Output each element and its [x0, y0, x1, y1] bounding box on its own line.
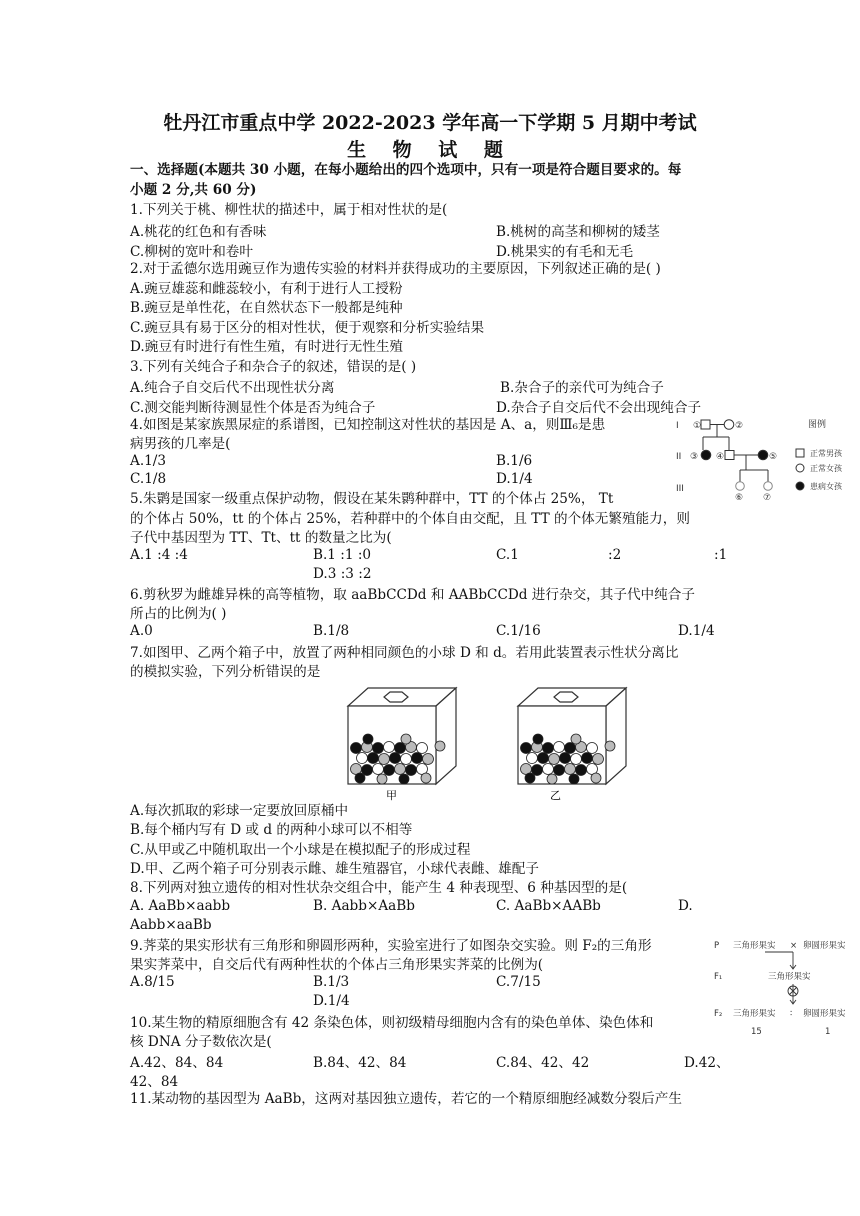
cross-diagram — [708, 932, 858, 1042]
q7-option-c: C.从甲或乙中随机取出一个小球是在模拟配子的形成过程 — [130, 842, 471, 858]
q4-option-d: D.1/4 — [496, 471, 533, 487]
pedigree-n7: ⑦ — [763, 493, 772, 502]
q3-option-d: D.杂合子自交后代不会出现纯合子 — [496, 400, 702, 416]
q4-option-c: C.1/8 — [130, 471, 167, 487]
legend-female-icon — [796, 464, 804, 472]
q3-option-b: B.杂合子的亲代可为纯合子 — [500, 380, 664, 396]
section-heading-1: 一、选择题(本题共 30 小题，在每小题给出的四个选项中，只有一项是符合题目要求的。每 — [130, 162, 682, 178]
q4-option-a: A.1/3 — [130, 453, 167, 469]
cross-f2-right: 卵圆形果实 — [803, 1009, 846, 1019]
q6-stem-2: 所占的比例为( ) — [130, 606, 227, 622]
pedigree-i2-female — [724, 420, 734, 430]
exam-subtitle: 生 物 试 题 — [347, 139, 513, 161]
q9-option-c: C.7/15 — [496, 974, 541, 990]
pedigree-ii3-affected — [701, 450, 711, 460]
pedigree-i1-male — [701, 420, 710, 429]
q7-stem-1: 7.如图甲、乙两个箱子中，放置了两种相同颜色的小球 D 和 d。若用此装置表示性状分离比 — [130, 645, 679, 661]
q5-option-d: D.3 :3 :2 — [313, 566, 372, 582]
q5-option-c-part2: :2 — [608, 547, 622, 563]
q7-option-b: B.每个桶内写有 D 或 d 的两种小球可以不相等 — [130, 822, 413, 838]
q6-option-c: C.1/16 — [496, 623, 541, 639]
legend-affected-label: 患病女孩 — [810, 482, 842, 491]
q2-option-a: A.豌豆雄蕊和雌蕊较小，有利于进行人工授粉 — [130, 281, 403, 297]
q5-stem-3: 子代中基因型为 TT、Tt、tt 的数量之比为( — [130, 530, 392, 546]
q4-stem-2: 病男孩的几率是( — [130, 436, 231, 452]
pedigree-n5: ⑤ — [769, 452, 778, 462]
q7-option-a: A.每次抓取的彩球一定要放回原桶中 — [130, 803, 349, 819]
q9-stem-1: 9.荠菜的果实形状有三角形和卵圆形两种，实验室进行了如图杂交实验。则 F₂的三角形 — [130, 938, 652, 954]
q1-stem: 1.下列关于桃、柳性状的描述中，属于相对性状的是( — [130, 202, 448, 218]
cross-ratio-sep: ∶ — [790, 1009, 793, 1019]
legend-male-label: 正常男孩 — [810, 449, 842, 458]
pedigree-n2: ② — [735, 421, 744, 431]
q3-option-c: C.测交能判断待测显性个体是否为纯合子 — [130, 400, 376, 416]
legend-title: 图例 — [808, 420, 827, 430]
q8-option-c: C. AaBb×AABb — [496, 898, 601, 914]
q3-stem: 3.下列有关纯合子和杂合子的叙述，错误的是( ) — [130, 359, 417, 375]
legend-male-icon — [796, 449, 804, 457]
ball-boxes-figure — [340, 684, 650, 804]
cross-f2-left: 三角形果实 — [733, 1009, 776, 1019]
q10-stem-1: 10.某生物的精原细胞含有 42 条染色体，则初级精母细胞内含有的染色单体、染色体和 — [130, 1015, 654, 1031]
q6-stem-1: 6.剪秋罗为雌雄异株的高等植物，取 aaBbCCDd 和 AABbCCDd 进行杂交，其子代中纯合子 — [130, 587, 695, 603]
q8-option-b: B. Aabb×AaBb — [313, 898, 415, 914]
q9-option-a: A.8/15 — [130, 974, 175, 990]
q4-option-b: B.1/6 — [496, 453, 533, 469]
cross-f1-text: 三角形果实 — [768, 972, 811, 982]
q10-option-a: A.42、84、84 — [130, 1055, 224, 1071]
q8-option-d-part1: D. — [678, 898, 693, 914]
q6-option-a: A.0 — [130, 623, 153, 639]
q10-option-c: C.84、42、42 — [496, 1055, 590, 1071]
q1-option-d: D.桃果实的有毛和无毛 — [496, 244, 634, 260]
q6-option-b: B.1/8 — [313, 623, 350, 639]
cross-p-left: 三角形果实 — [733, 941, 776, 951]
pedigree-iii6 — [736, 482, 745, 491]
q10-option-b: B.84、42、84 — [313, 1055, 407, 1071]
q5-stem-2: 的个体占 50%，tt 的个体占 25%，若种群中的个体自由交配，且 TT 的个体无繁殖能力，则 — [130, 511, 690, 527]
pedigree-n1: ① — [693, 421, 702, 431]
q5-option-a: A.1 :4 :4 — [130, 547, 188, 563]
q2-stem: 2.对于孟德尔选用豌豆作为遗传实验的材料并获得成功的主要原因，下列叙述正确的是( ) — [130, 261, 661, 277]
pedigree-gen-2: II — [676, 452, 682, 462]
q2-option-c: C.豌豆具有易于区分的相对性状，便于观察和分析实验结果 — [130, 320, 485, 336]
cross-times: × — [790, 941, 798, 951]
q8-stem: 8.下列两对独立遗传的相对性状杂交组合中，能产生 4 种表现型、6 种基因型的是( — [130, 880, 628, 896]
q1-option-c: C.柳树的宽叶和卷叶 — [130, 244, 253, 260]
cross-p-right: 卵圆形果实 — [803, 941, 846, 951]
q3-option-a: A.纯合子自交后代不出现性状分离 — [130, 380, 335, 396]
q8-option-a: A. AaBb×aabb — [130, 898, 231, 914]
pedigree-gen-3: III — [676, 484, 684, 494]
q2-option-d: D.豌豆有时进行有性生殖，有时进行无性生殖 — [130, 339, 404, 355]
q11-stem: 11.某动物的基因型为 AaBb，这两对基因独立遗传，若它的一个精原细胞经减数分裂后产生 — [130, 1091, 682, 1107]
box-yi — [518, 688, 626, 784]
pedigree-ii5-affected — [758, 450, 768, 460]
pedigree-iii7 — [764, 482, 773, 491]
box-label-yi: 乙 — [550, 789, 561, 802]
q5-stem-1: 5.朱鹮是国家一级重点保护动物，假设在某朱鹮种群中，TT 的个体占 25%， Tt — [130, 491, 614, 507]
q5-option-c-part1: C.1 — [496, 547, 519, 563]
q7-stem-2: 的模拟实验，下列分析错误的是 — [130, 664, 321, 680]
q4-stem-1: 4.如图是某家族黑尿症的系谱图，已知控制这对性状的基因是 A、a，则Ⅲ₆是患 — [130, 417, 606, 433]
pedigree-n3: ③ — [690, 452, 699, 462]
q7-option-d: D.甲、乙两个箱子可分别表示雌、雄生殖器官，小球代表雌、雄配子 — [130, 861, 539, 877]
cross-f1-label: F₁ — [714, 972, 723, 982]
q5-option-c-part3: :1 — [714, 547, 728, 563]
cross-f2-label: F₂ — [714, 1009, 723, 1019]
q1-option-a: A.桃花的红色和有香味 — [130, 224, 267, 240]
q2-option-b: B.豌豆是单性花，在自然状态下一般都是纯种 — [130, 300, 403, 316]
q9-stem-2: 果实荠菜中，自交后代有两种性状的个体占三角形果实荠菜的比例为( — [130, 957, 544, 973]
q5-option-b: B.1 :1 :0 — [313, 547, 372, 563]
exam-title: 牡丹江市重点中学 2022-2023 学年高一下学期 5 月期中考试 — [163, 112, 697, 134]
legend-female-label: 正常女孩 — [810, 464, 842, 473]
section-heading-2: 小题 2 分,共 60 分) — [130, 182, 257, 198]
pedigree-figure — [668, 410, 860, 502]
pedigree-gen-1: I — [676, 421, 679, 431]
box-label-jia: 甲 — [386, 789, 397, 802]
q9-option-b: B.1/3 — [313, 974, 350, 990]
q6-option-d: D.1/4 — [678, 623, 715, 639]
legend-affected-icon — [796, 482, 804, 490]
pedigree-ii4-male — [725, 451, 734, 460]
pedigree-n4: ④ — [716, 452, 725, 462]
box-jia — [348, 688, 456, 784]
cross-ratio-left: 15 — [751, 1027, 762, 1037]
q8-option-d-part2: Aabb×aaBb — [130, 917, 212, 933]
cross-p-label: P — [714, 941, 720, 951]
pedigree-n6: ⑥ — [735, 493, 744, 502]
q10-option-d-part2: 42、84 — [130, 1074, 179, 1090]
q10-stem-2: 核 DNA 分子数依次是( — [130, 1034, 272, 1050]
q10-option-d-part1: D.42、 — [684, 1055, 730, 1071]
q1-option-b: B.桃树的高茎和柳树的矮茎 — [496, 224, 660, 240]
q9-option-d: D.1/4 — [313, 993, 350, 1009]
cross-ratio-right: 1 — [825, 1027, 831, 1037]
